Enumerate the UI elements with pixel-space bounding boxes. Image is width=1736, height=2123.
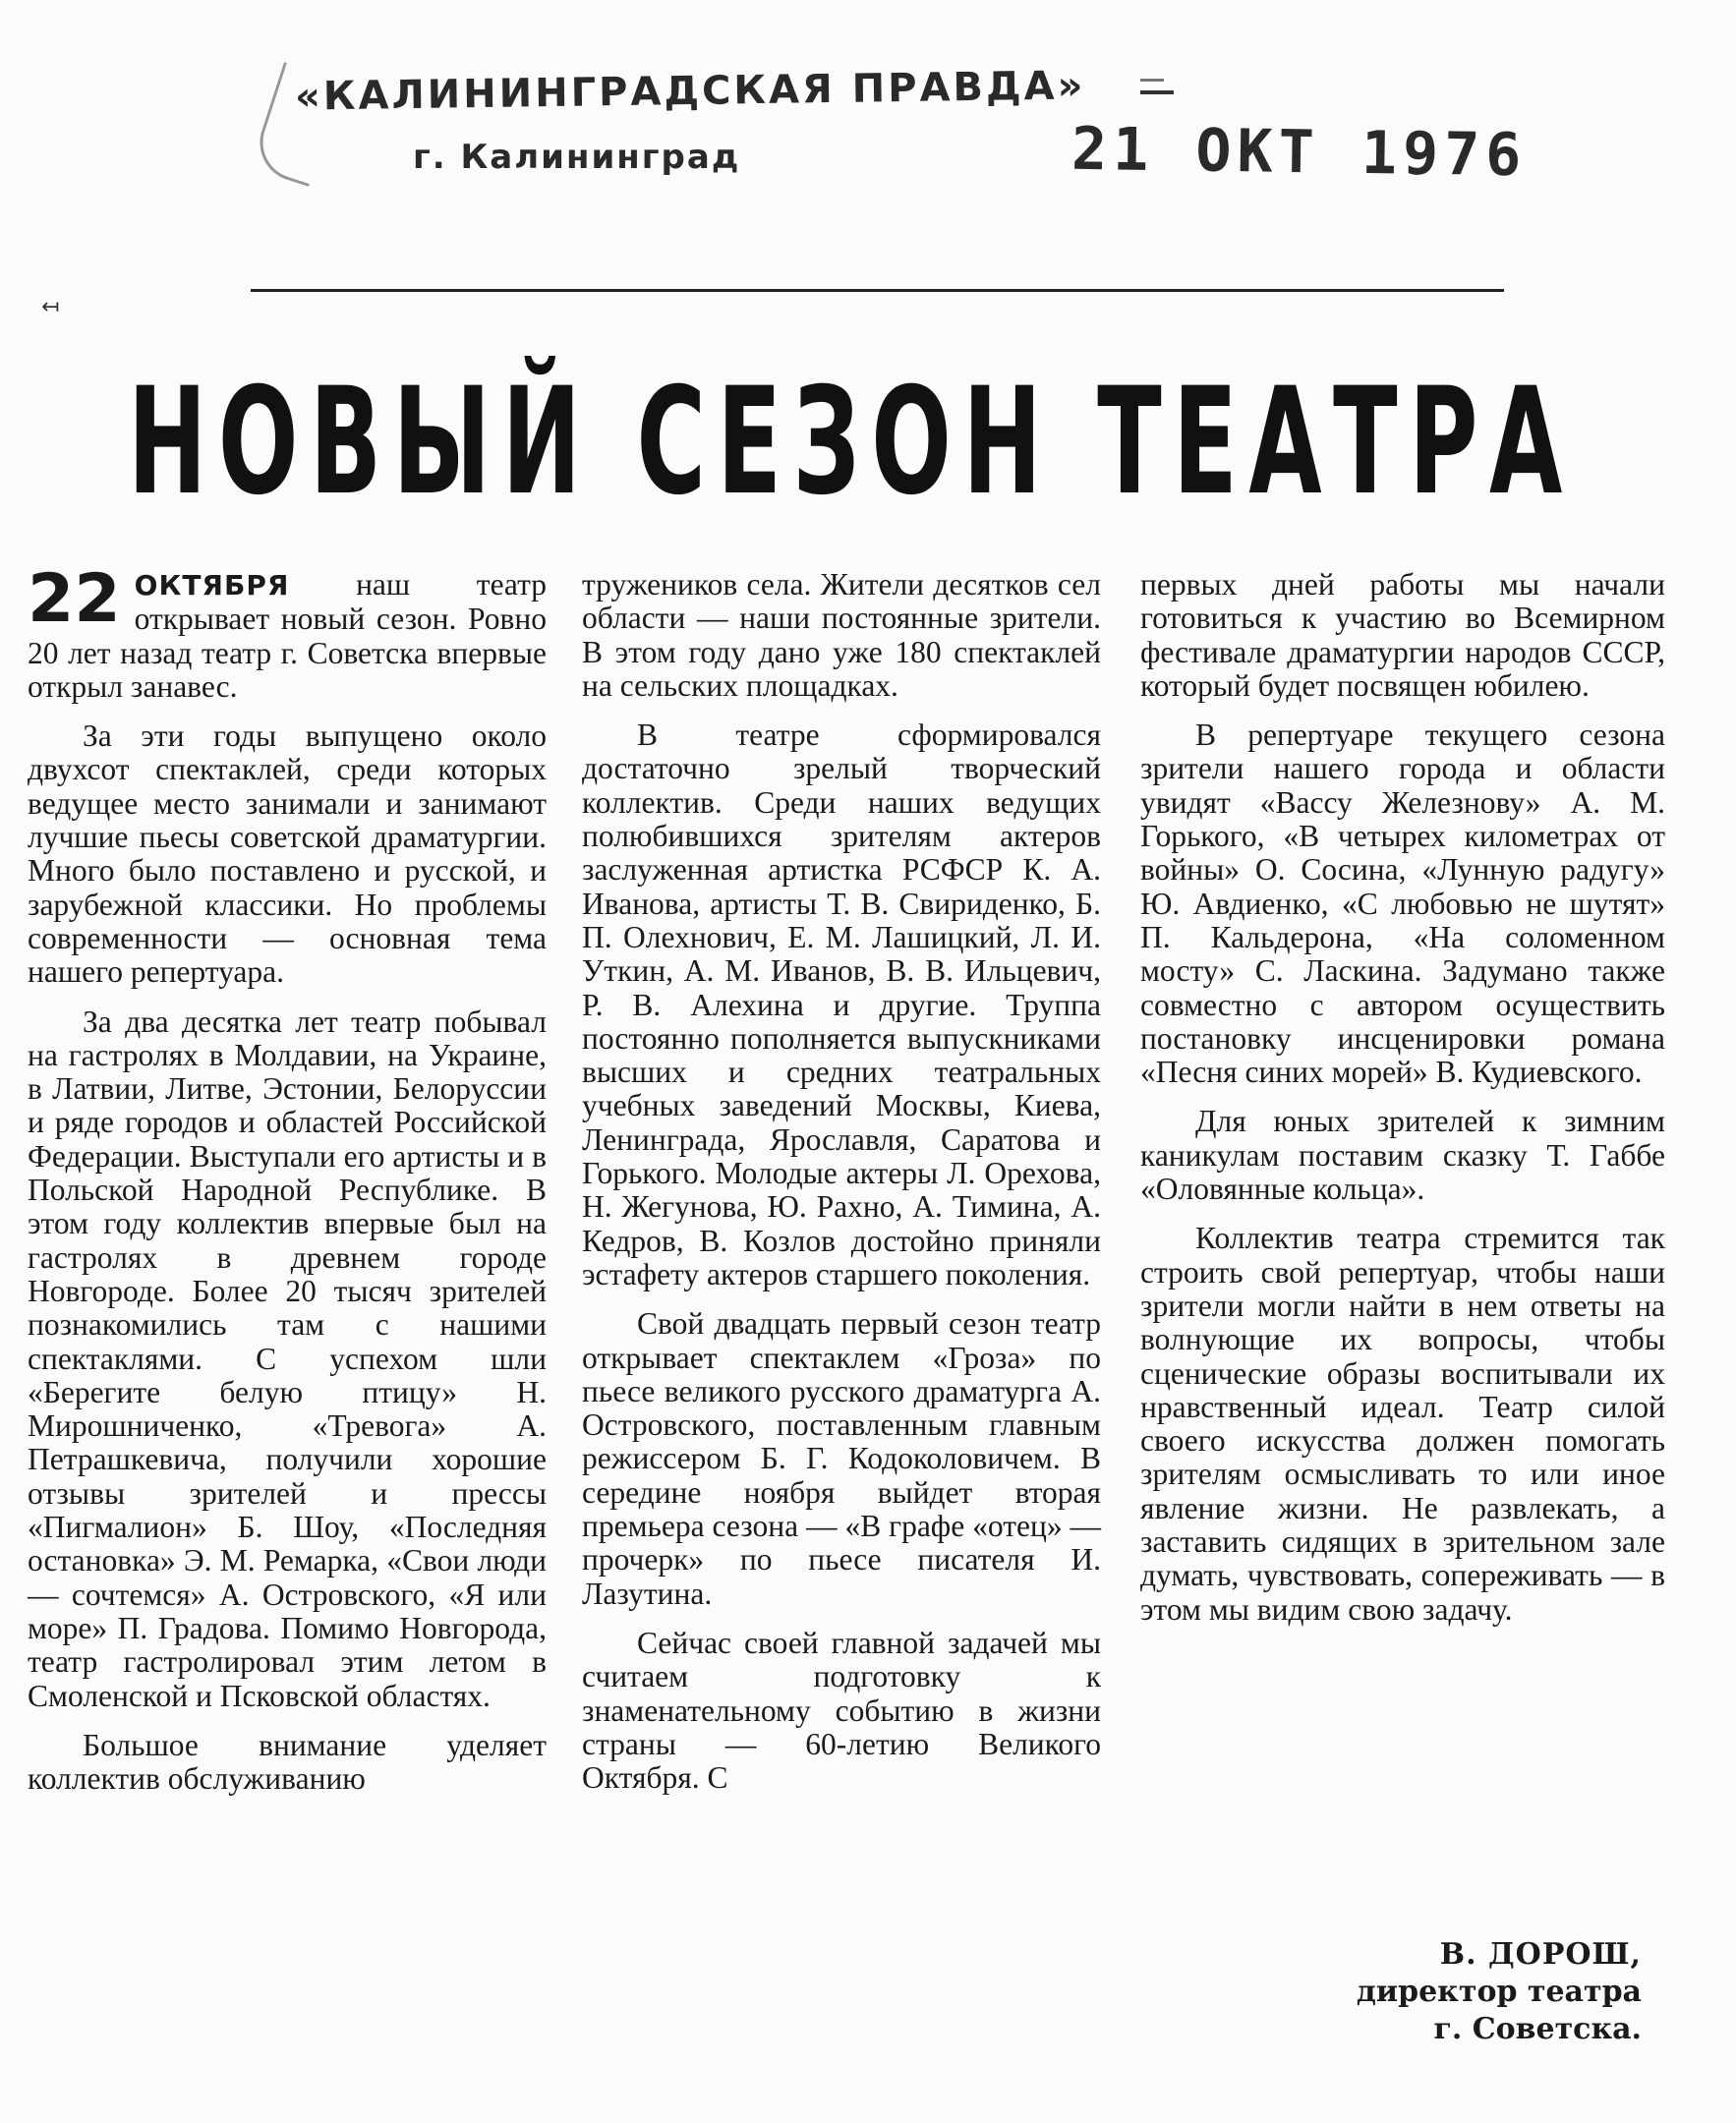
dropcap-number: 22 <box>28 560 121 638</box>
stamp-mark <box>1140 90 1174 94</box>
article-paragraph: Коллектив театра стремится так строить свой репертуар, чтобы наши зрители могли найти в нем ответы на волнующие их вопросы, чтобы сценические образы воспитывали их нравственный идеал. Театр силой своего искусства должен помогать зрителям осмысливать то или иное явление жизни. Не развлекать, а заставить сидящих в зрительном зале думать, чувствовать, сопереживать — в этом мы видим свою задачу. <box>1140 1221 1665 1627</box>
article-paragraph: Сейчас своей главной задачей мы считаем подготовку к знаменательному событию в жизни страны — 60-летию Великого Октября. С <box>582 1625 1101 1796</box>
article-paragraph: В репертуаре текущего сезона зрители нашего города и области увидят «Вассу Железнову» А. М. Горького, «В четырех километрах от войны» О. Сосина, «Лунную радугу» Ю. Авдиенко, «С любовью не шутят» П. Кальдерона, «На соломенном мосту» С. Ласкина. Задумано также совместно с автором осуществить постановку инсценировки романа «Песня синих морей» В. Кудиевского. <box>1140 717 1665 1090</box>
article-paragraph: За эти годы выпущено около двухсот спектаклей, среди которых ведущее место занимали и занимают лучшие пьесы советской драматургии. Много было поставлено и русской, и зарубежной классики. Но проблемы современности — основная тема нашего репертуара. <box>28 718 547 990</box>
newspaper-name-stamp: «КАЛИНИНГРАДСКАЯ ПРАВДА» <box>294 63 1086 120</box>
article-paragraph: Свой двадцать первый сезон театр открывает спектаклем «Гроза» по пьесе великого русского драматурга А. Островского, поставленным главным режиссером Б. Г. Кодоколовичем. В середине ноября выйдет вторая премьера сезона — «В графе «отец» — прочерк» по пьесе писателя И. Лазутина. <box>582 1306 1101 1611</box>
author-signature <box>1239 1936 1642 2048</box>
article-column-1 <box>28 560 547 1797</box>
author-city: г. Советска. <box>1433 2012 1642 2046</box>
article-headline: НОВЫЙ СЕЗОН ТЕАТРА <box>128 357 1574 528</box>
article-paragraph <box>28 560 547 704</box>
paragraph-text: наш театр открывает новый сезон. Ровно 20 лет назад театр г. Советска впервые открыл занавес. <box>28 567 547 704</box>
article-paragraph: тружеников села. Жители десятков сел области — наши постоянные зрители. В этом году дано уже 180 спектаклей на сельских площадках. <box>582 567 1101 703</box>
newspaper-city-stamp: г. Калининград <box>413 138 741 177</box>
author-position: директор театра <box>1356 1975 1642 2009</box>
article-paragraph: первых дней работы мы начали готовиться к участию во Всемирном фестивале драматургии народов СССР, который будет посвящен юбилею. <box>1140 567 1665 703</box>
article-paragraph: Большое внимание уделяет коллектив обслуживанию <box>28 1727 547 1797</box>
lead-word: ОКТЯБРЯ <box>134 569 290 602</box>
article-column-2 <box>582 568 1101 1795</box>
header-rule <box>251 289 1504 292</box>
article-paragraph: В театре сформировался достаточно зрелый творческий коллектив. Среди наших ведущих полюбившихся зрителям актеров заслуженная артистка РСФСР К. А. Иванова, артисты Т. В. Свириденко, Б. П. Олехнович, Е. М. Лашицкий, Л. И. Уткин, А. М. Иванов, В. В. Ильцевич, Р. В. Алехина и другие. Труппа постоянно пополняется выпускниками высших и средних театральных учебных заведений Москвы, Киева, Ленинграда, Ярославля, Саратова и Горького. Молодые актеры Л. Орехова, Н. Жегунова, Ю. Рахно, А. Тимина, А. Кедров, В. Козлов достойно приняли эстафету актеров старшего поколения. <box>582 717 1101 1291</box>
stamp-mark <box>1140 79 1164 82</box>
date-stamp: 21 ОКТ 1976 <box>1071 114 1528 191</box>
article-paragraph: За два десятка лет театр побывал на гастролях в Молдавии, на Украине, в Латвии, Литве, Эстонии, Белоруссии и ряде городов и областей Российской Федерации. Выступали его артисты и в Польской Народной Республике. В этом году коллектив впервые был на гастролях в древнем городе Новгороде. Более 20 тысяч зрителей познакомились там с нашими спектаклями. С успехом шли «Берегите белую птицу» Н. Мирошниченко, «Тревога» А. Петрашкевича, получили хорошие отзывы зрителей и прессы «Пигмалион» Б. Шоу, «Последняя остановка» Э. М. Ремарка, «Свои люди — сочтемся» А. Островского, «Я или море» П. Градова. Помимо Новгорода, театр гастролировал этим летом в Смоленской и Псковской областях. <box>28 1004 547 1713</box>
author-name: В. ДОРОШ, <box>1439 1937 1642 1972</box>
margin-mark: ↤ <box>41 295 60 319</box>
article-paragraph: Для юных зрителей к зимним каникулам поставим сказку Т. Габбе «Оловянные кольца». <box>1140 1104 1665 1207</box>
article-column-3 <box>1140 568 1665 1627</box>
